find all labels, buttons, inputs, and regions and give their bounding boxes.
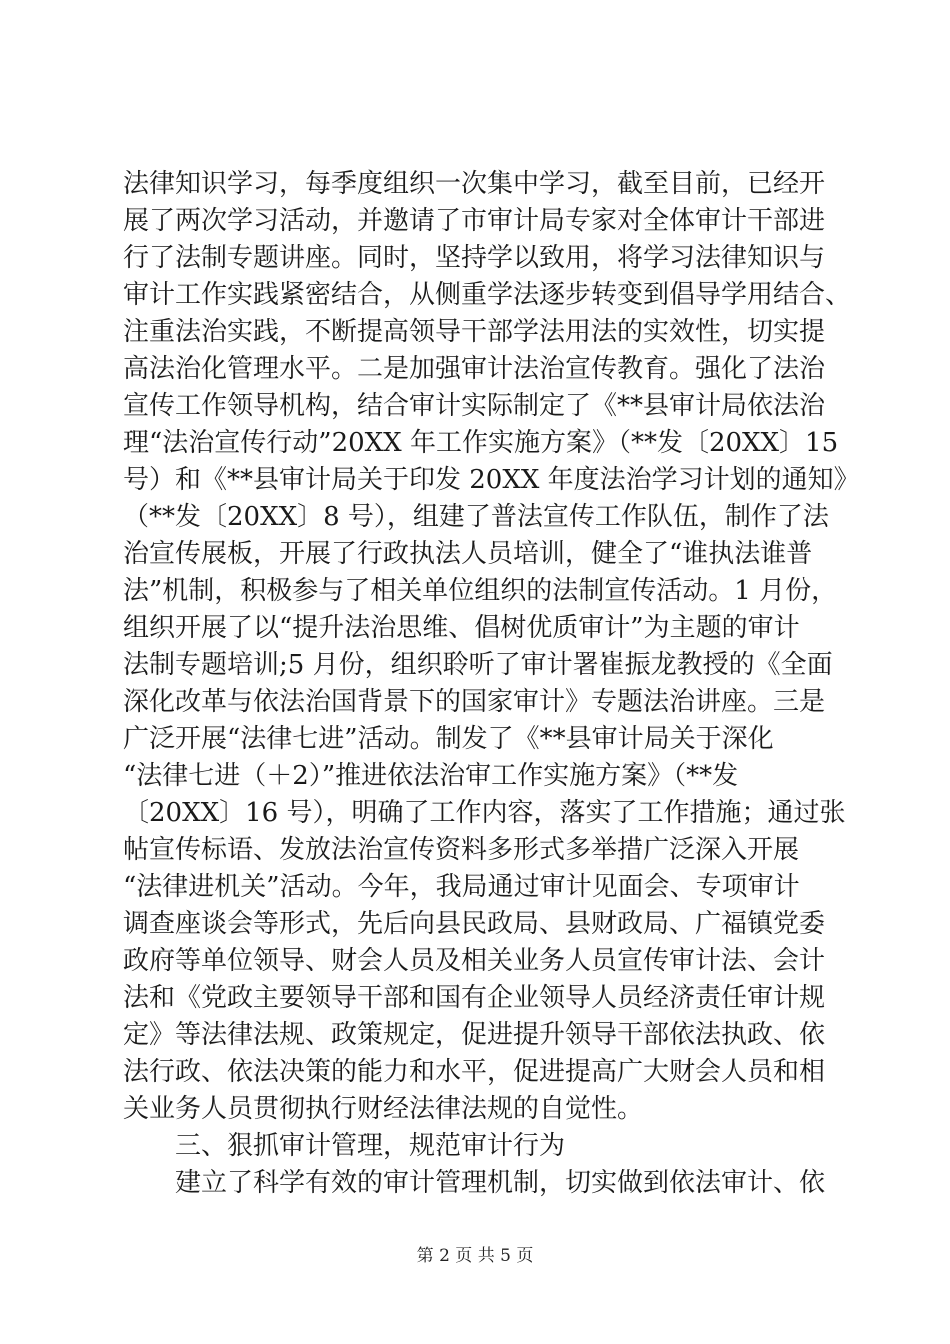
body-line: 广泛开展“法律七进”活动。制发了《**县审计局关于深化 <box>123 724 774 754</box>
body-line: “法律七进（＋2）”推进依法治审工作实施方案》（**发 <box>123 761 739 791</box>
page-number: 第 2 页 共 5 页 <box>416 1246 534 1266</box>
body-line: 治宣传展板，开展了行政执法人员培训，健全了“谁执法谁普 <box>123 539 813 569</box>
body-line: “法律进机关”活动。今年，我局通过审计见面会、专项审计 <box>123 872 800 902</box>
body-line: 展了两次学习活动，并邀请了市审计局专家对全体审计干部进 <box>123 206 826 236</box>
body-line: 法制专题培训;5 月份，组织聆听了审计署崔振龙教授的《全面 <box>123 650 833 680</box>
body-line: 组织开展了以“提升法治思维、倡树优质审计”为主题的审计 <box>123 613 800 643</box>
body-line: 法和《党政主要领导干部和国有企业领导人员经济责任审计规 <box>123 983 826 1013</box>
body-line: 审计工作实践紧密结合，从侧重学法逐步转变到倡导学用结合、 <box>123 280 852 310</box>
body-line: 定》等法律法规、政策规定，促进提升领导干部依法执政、依 <box>123 1020 826 1050</box>
body-line: 建立了科学有效的审计管理机制，切实做到依法审计、依 <box>175 1168 826 1198</box>
body-line: 深化改革与依法治国背景下的国家审计》专题法治讲座。三是 <box>123 687 826 717</box>
body-line: 宣传工作领导机构，结合审计实际制定了《**县审计局依法治 <box>123 391 826 421</box>
body-line: 政府等单位领导、财会人员及相关业务人员宣传审计法、会计 <box>123 946 826 976</box>
body-line: 行了法制专题讲座。同时，坚持学以致用，将学习法律知识与 <box>123 243 826 273</box>
section-heading: 三、狠抓审计管理，规范审计行为 <box>175 1131 566 1161</box>
body-line: 法”机制，积极参与了相关单位组织的法制宣传活动。1 月份， <box>123 576 838 606</box>
body-line: 法行政、依法决策的能力和水平，促进提高广大财会人员和相 <box>123 1057 826 1087</box>
body-line: 帖宣传标语、发放法治宣传资料多形式多举措广泛深入开展 <box>123 835 800 865</box>
body-line: 法律知识学习，每季度组织一次集中学习，截至目前，已经开 <box>123 169 826 199</box>
body-line: 高法治化管理水平。二是加强审计法治宣传教育。强化了法治 <box>123 354 826 384</box>
body-line: 〔20XX〕16 号），明确了工作内容，落实了工作措施；通过张 <box>123 798 846 828</box>
body-line: 注重法治实践，不断提高领导干部学法用法的实效性，切实提 <box>123 317 826 347</box>
body-line: 关业务人员贯彻执行财经法律法规的自觉性。 <box>123 1094 644 1124</box>
body-line: 号）和《**县审计局关于印发 20XX 年度法治学习计划的通知》 <box>123 465 860 495</box>
body-line: （**发〔20XX〕8 号），组建了普法宣传工作队伍，制作了法 <box>123 502 829 532</box>
body-line: 理“法治宣传行动”20XX 年工作实施方案》（**发〔20XX〕15 <box>123 428 839 458</box>
body-line: 调查座谈会等形式，先后向县民政局、县财政局、广福镇党委 <box>123 909 826 939</box>
